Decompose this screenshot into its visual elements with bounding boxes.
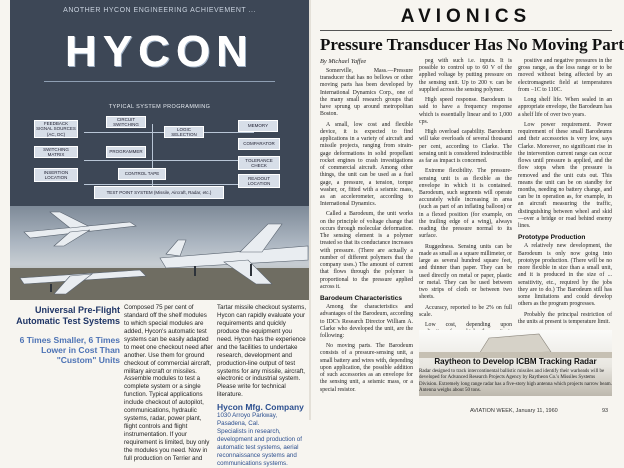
ad-body-text: Composed 75 per cent of standard off the shelf modules to which special modules are added, Hycon's automatic test systems can be easily adapted to meet one checkout need after another. Use them for ground checkout of commercial aircraft, military aircraft or missiles. Assemble modules to test a complete system or a single function. Typical applications include checkout of autopilot, communications, hydraulic systems, radar, power plant, flight controls and flight instrumentation. If your requirement is limited, buy only the modules you need. [124, 304, 213, 454]
paragraph: High overload capability. Barodeum will take overloads of several thousand per cent, according to Clarke. The sensing unit is considered indestructible as far as impact is concerned. [419, 129, 512, 165]
diagram-box-memory: MEMORY [238, 120, 278, 132]
paragraph: A small, low cost and flexible device, it is expected to find applications in a variety of aircraft and missile projects, ranging from strain-gage deformations in solid propellant rocket engines to crash investigations of commercial aircraft. Among other things, the unit can be used as a fuel gage, a pressure, a tension, torque washer, or, fitted with a seismic mass, as an accelerometer, according to International Dynamics. [320, 121, 413, 208]
folio: AVIATION WEEK, January 11, 1960 [470, 408, 558, 414]
paragraph: positive and negative pressures in the gross range, as the loss range or to be moved without being affected by an electromagnetic field at temperatures from −1C to 110C. [518, 58, 612, 93]
subheading-characteristics: Barodeum Characteristics [320, 295, 403, 303]
diagram-box-logic-selection: LOGIC SELECTION [164, 126, 204, 138]
ad-body-tail: Now in full production on Terrier and [124, 446, 208, 462]
ad-subhead: 6 Times Smaller, 6 Times Lower in Cost Than "Custom" Units [19, 334, 120, 365]
system-diagram [32, 104, 287, 200]
ad-address: 1030 Arroyo Parkway, Pasadena, Cal. [217, 412, 278, 428]
ad-body-column-2 [217, 304, 307, 468]
paragraph: Low power requirement. Power requirement of these small Barodeums and their accessories is very low, says Clarke. Moreover, no significant rise in the intervention current range can occur flows until pressure is applied, and the flow stops when the pressure is removed and the unit cuts out. This means the unit can be on standby for months, needing no battery change, and can be in operation as, for example, in an aircraft measuring the traffic, distinguishing between wheel and skid—over a bridge or road behind enemy lines. [518, 121, 612, 230]
ad-headline: Universal Pre-Flight Automatic Test Systems [16, 305, 120, 326]
paragraph: Low cost, depending upon [425, 321, 512, 328]
section-title: AVIONICS [400, 6, 532, 27]
page-number: 93 [602, 408, 609, 414]
ad-panel [10, 0, 309, 300]
ad-specialties: Specialists in research, development and production of automatic test systems, aerial reconnaissance systems and communications systems. [217, 428, 302, 467]
diagram-box-feedback: FEEDBACK SIGNAL SOURCES (AC, DC) [34, 120, 78, 138]
paragraph: Long shelf life. When sealed in an appropriate envelope, the Barodeum has a shelf life of over two years. [518, 97, 612, 118]
paragraph: Somerville, Mass.—Pressure transducer that has no bellows or other moving parts has been developed by International Dynamics Corp., one of the many small research groups that have sprung up around metropolitan Boston. [320, 68, 413, 118]
byline: By Michael Yaffee [320, 58, 367, 65]
paragraph: peg with such i.e. inputs. It is possible to control up to 60 V of the applied voltage by putting pressure on the sensing unit. Up to 200 v. can be supplied across the sensing polymer. [419, 58, 512, 93]
diagram-box-control-tape: CONTROL TAPE [118, 168, 166, 180]
diagram-title: TYPICAL SYSTEM PROGRAMMING [108, 104, 211, 110]
paragraph: Called a Barodeum, the unit works on the principle of voltage change that occurs through molecular deformation. The sensing element is a polymer treated so that its conductance increases with pressure. (There are actually a number of different polymers that the company uses.) The amount of current that flows through the polymer is proportional to the pressure applied across it. [320, 211, 413, 290]
diagram-box-readout-location: READOUT LOCATION [238, 174, 280, 188]
article-column-2 [419, 58, 512, 326]
ad-company-name: Hycon Mfg. Company [217, 402, 304, 413]
paragraph: A relatively new development, the Barodeum is only now going into prototype production. (There will be no more flexible in size than a small unit, and it is produced in the size of ... sensitivity, etc., required by the jobs they are to do.) The Barodeum still has some limitations and could develop others as the program progresses. [518, 243, 612, 308]
diagram-box-circuit-switching: CIRCUIT SWITCHING [106, 116, 146, 128]
subheading-prototype: Prototype Production [518, 234, 586, 242]
diagram-connector [84, 160, 254, 161]
paragraph: Extreme flexibility. The pressure-sensing unit is as flexible as the envelope in which it is contained. Barodeum, such segments will operate accurately while increasing in area (such as part of an inflating balloon) or in a flexed position (for example, on the trailing edge of a wing), always reading the pressure normal to its surface. [419, 168, 512, 240]
article-column-3 [518, 58, 612, 326]
article-headline: Pressure Transducer Has No Moving Part [320, 35, 624, 54]
diagram-box-programmer: PROGRAMMER [106, 146, 146, 158]
hycon-logo: HYCON [65, 27, 254, 76]
paragraph: Accuracy, reported to be 2% on full scale. [419, 304, 512, 318]
logo-rule [44, 81, 275, 82]
ad-body-column-1 [124, 304, 213, 463]
diagram-box-comparator: COMPARATOR [238, 138, 280, 150]
ad-body-text-2: Tartar missile checkout systems, Hycon can rapidly evaluate your requirements and quickly produce the equipment you need. Hycon has the experience and the facilities to undertake research, development and production-line output of test systems for any missile, aircraft, electronic or industrial system. Please write for technical literature. [217, 304, 307, 399]
paragraph: Ruggedness. Sensing units can be made as small as a square millimeter, or large as several hundred square feet, and thinner than paper. They can be used directly on metal or paper, plastic or metal. They can be used between two strips of cloth or between two sheets. [419, 243, 512, 301]
radar-caption: Radar designed to track intercontinental ballistic missiles and identify their warheads will be developed for Advanced Research Projects Agency by Raytheon Co.'s Missiles Systems Division. Extremely long range radar has a five-story high antenna which projects narrow beam. Antenna weighs about 50 tons. [419, 369, 612, 393]
paragraph: High speed response. Barodeum is said to have a frequency response which is essentially linear and to 1,000 cps. [419, 97, 512, 125]
paragraph: No moving parts. The Barodeum consists of a pressure-sensing unit, a small battery and wires with, depending upon application, the possible addition of such accessories as an envelope for the sensing unit, a seismic mass, or a special resistor. [320, 343, 413, 393]
diagram-box-switching-matrix: SWITCHING MATRIX [34, 146, 78, 158]
paragraph: Among the characteristics and advantages of the Barodeum, according to IDC's Research Director William A. Clarke who developed the unit, are the following: [320, 304, 413, 339]
page-gutter [309, 0, 311, 420]
radar-caption-title: Raytheon to Develop ICBM Tracking Radar [434, 357, 597, 366]
diagram-connector [84, 184, 254, 185]
article-column-1 [320, 58, 413, 393]
ad-headline-column [14, 305, 120, 365]
diagram-box-tolerance-check: TOLERANCE CHECK [238, 156, 280, 170]
ad-tagline: ANOTHER HYCON ENGINEERING ACHIEVEMENT ... [63, 7, 256, 14]
paragraph: Probably the principal restriction of the units at present is temperature limit. [518, 311, 612, 325]
aircraft-illustration [10, 206, 309, 300]
section-rule [320, 30, 612, 31]
aircraft-photo [10, 206, 309, 300]
diagram-box-insertion-location: INSERTION LOCATION [34, 168, 78, 182]
diagram-box-test-point-system: TEST POINT SYSTEM (Missile, Aircraft, Radar, etc.) [94, 186, 224, 199]
radar-illustration [419, 330, 612, 358]
